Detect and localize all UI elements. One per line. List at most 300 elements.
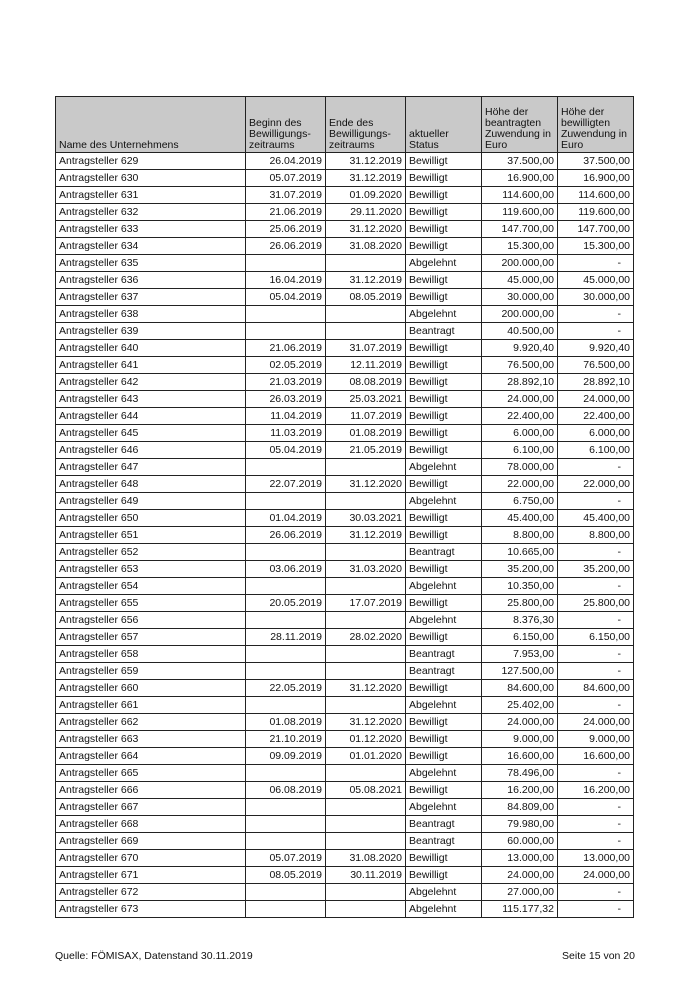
source-note: Quelle: FÖMISAX, Datenstand 30.11.2019 xyxy=(55,950,253,962)
table-row xyxy=(56,527,634,544)
cell-requested-amount: 115.177,32 xyxy=(482,901,558,918)
cell-requested-amount: 40.500,00 xyxy=(482,323,558,340)
cell-status: Abgelehnt xyxy=(406,255,482,272)
cell-company-name: Antragsteller 655 xyxy=(56,595,246,612)
cell-status: Bewilligt xyxy=(406,782,482,799)
cell-requested-amount: 84.809,00 xyxy=(482,799,558,816)
cell-period-end xyxy=(326,765,406,782)
cell-status: Abgelehnt xyxy=(406,612,482,629)
cell-granted-amount: 16.600,00 xyxy=(558,748,634,765)
cell-company-name: Antragsteller 652 xyxy=(56,544,246,561)
cell-status: Bewilligt xyxy=(406,374,482,391)
cell-period-end: 31.12.2020 xyxy=(326,476,406,493)
cell-requested-amount: 6.100,00 xyxy=(482,442,558,459)
cell-company-name: Antragsteller 673 xyxy=(56,901,246,918)
cell-period-begin xyxy=(246,901,326,918)
cell-period-begin: 05.07.2019 xyxy=(246,170,326,187)
cell-status: Bewilligt xyxy=(406,340,482,357)
cell-period-begin xyxy=(246,833,326,850)
cell-granted-amount: - xyxy=(558,544,634,561)
cell-period-end xyxy=(326,833,406,850)
cell-period-begin xyxy=(246,697,326,714)
cell-period-begin: 06.08.2019 xyxy=(246,782,326,799)
cell-period-end xyxy=(326,306,406,323)
cell-period-begin xyxy=(246,663,326,680)
cell-status: Bewilligt xyxy=(406,595,482,612)
cell-period-end xyxy=(326,884,406,901)
cell-period-begin: 01.04.2019 xyxy=(246,510,326,527)
cell-status: Beantragt xyxy=(406,833,482,850)
cell-period-begin: 05.04.2019 xyxy=(246,442,326,459)
cell-requested-amount: 25.402,00 xyxy=(482,697,558,714)
header-requested-amount: Höhe der beantragten Zuwendung in Euro xyxy=(482,97,558,153)
table-row xyxy=(56,153,634,170)
table-row xyxy=(56,748,634,765)
cell-company-name: Antragsteller 659 xyxy=(56,663,246,680)
table-row xyxy=(56,493,634,510)
cell-period-end: 31.12.2019 xyxy=(326,153,406,170)
cell-status: Bewilligt xyxy=(406,629,482,646)
cell-company-name: Antragsteller 658 xyxy=(56,646,246,663)
cell-period-begin: 26.04.2019 xyxy=(246,153,326,170)
cell-requested-amount: 8.376,30 xyxy=(482,612,558,629)
cell-period-end xyxy=(326,578,406,595)
cell-granted-amount: 16.200,00 xyxy=(558,782,634,799)
cell-period-begin: 21.10.2019 xyxy=(246,731,326,748)
cell-period-end xyxy=(326,663,406,680)
cell-period-begin: 26.06.2019 xyxy=(246,238,326,255)
cell-company-name: Antragsteller 642 xyxy=(56,374,246,391)
cell-status: Bewilligt xyxy=(406,442,482,459)
table-row xyxy=(56,170,634,187)
table-row xyxy=(56,340,634,357)
table-row xyxy=(56,646,634,663)
table-row xyxy=(56,850,634,867)
cell-granted-amount: 22.400,00 xyxy=(558,408,634,425)
table-row xyxy=(56,884,634,901)
cell-granted-amount: 24.000,00 xyxy=(558,391,634,408)
cell-requested-amount: 9.000,00 xyxy=(482,731,558,748)
cell-period-begin: 16.04.2019 xyxy=(246,272,326,289)
cell-status: Abgelehnt xyxy=(406,901,482,918)
header-company-name: Name des Unternehmens xyxy=(56,97,246,153)
cell-granted-amount: 114.600,00 xyxy=(558,187,634,204)
cell-status: Beantragt xyxy=(406,816,482,833)
table-row xyxy=(56,833,634,850)
cell-period-begin xyxy=(246,493,326,510)
cell-period-end: 08.08.2019 xyxy=(326,374,406,391)
cell-period-end xyxy=(326,799,406,816)
cell-granted-amount: 119.600,00 xyxy=(558,204,634,221)
cell-status: Abgelehnt xyxy=(406,697,482,714)
cell-status: Beantragt xyxy=(406,323,482,340)
cell-period-end xyxy=(326,544,406,561)
cell-requested-amount: 78.000,00 xyxy=(482,459,558,476)
cell-company-name: Antragsteller 669 xyxy=(56,833,246,850)
cell-company-name: Antragsteller 644 xyxy=(56,408,246,425)
header-period-begin: Beginn des Bewilligungs-zeitraums xyxy=(246,97,326,153)
cell-requested-amount: 9.920,40 xyxy=(482,340,558,357)
cell-period-end: 01.09.2020 xyxy=(326,187,406,204)
cell-granted-amount: - xyxy=(558,884,634,901)
cell-requested-amount: 35.200,00 xyxy=(482,561,558,578)
cell-status: Abgelehnt xyxy=(406,884,482,901)
cell-requested-amount: 114.600,00 xyxy=(482,187,558,204)
cell-period-end xyxy=(326,901,406,918)
cell-period-end: 12.11.2019 xyxy=(326,357,406,374)
cell-period-end: 31.12.2020 xyxy=(326,221,406,238)
cell-period-begin: 02.05.2019 xyxy=(246,357,326,374)
cell-company-name: Antragsteller 646 xyxy=(56,442,246,459)
cell-company-name: Antragsteller 656 xyxy=(56,612,246,629)
cell-status: Bewilligt xyxy=(406,221,482,238)
cell-requested-amount: 76.500,00 xyxy=(482,357,558,374)
cell-status: Bewilligt xyxy=(406,680,482,697)
cell-granted-amount: - xyxy=(558,765,634,782)
cell-granted-amount: - xyxy=(558,493,634,510)
cell-requested-amount: 22.400,00 xyxy=(482,408,558,425)
cell-period-end: 11.07.2019 xyxy=(326,408,406,425)
cell-granted-amount: 6.150,00 xyxy=(558,629,634,646)
cell-granted-amount: 24.000,00 xyxy=(558,867,634,884)
cell-granted-amount: 76.500,00 xyxy=(558,357,634,374)
table-row xyxy=(56,901,634,918)
cell-period-end: 08.05.2019 xyxy=(326,289,406,306)
cell-requested-amount: 127.500,00 xyxy=(482,663,558,680)
cell-period-begin: 05.07.2019 xyxy=(246,850,326,867)
cell-requested-amount: 24.000,00 xyxy=(482,391,558,408)
table-row xyxy=(56,204,634,221)
cell-company-name: Antragsteller 651 xyxy=(56,527,246,544)
cell-company-name: Antragsteller 670 xyxy=(56,850,246,867)
cell-requested-amount: 22.000,00 xyxy=(482,476,558,493)
cell-status: Abgelehnt xyxy=(406,765,482,782)
cell-granted-amount: 13.000,00 xyxy=(558,850,634,867)
cell-company-name: Antragsteller 661 xyxy=(56,697,246,714)
table-row xyxy=(56,238,634,255)
table-row xyxy=(56,425,634,442)
cell-company-name: Antragsteller 653 xyxy=(56,561,246,578)
cell-period-end: 01.08.2019 xyxy=(326,425,406,442)
cell-period-end: 31.08.2020 xyxy=(326,850,406,867)
cell-requested-amount: 6.000,00 xyxy=(482,425,558,442)
cell-company-name: Antragsteller 645 xyxy=(56,425,246,442)
cell-requested-amount: 200.000,00 xyxy=(482,306,558,323)
cell-status: Abgelehnt xyxy=(406,459,482,476)
table-row xyxy=(56,765,634,782)
table-row xyxy=(56,408,634,425)
cell-granted-amount: - xyxy=(558,306,634,323)
cell-period-end xyxy=(326,323,406,340)
table-row xyxy=(56,731,634,748)
cell-requested-amount: 16.200,00 xyxy=(482,782,558,799)
cell-period-begin: 21.06.2019 xyxy=(246,340,326,357)
cell-period-begin xyxy=(246,578,326,595)
cell-company-name: Antragsteller 666 xyxy=(56,782,246,799)
cell-granted-amount: 25.800,00 xyxy=(558,595,634,612)
cell-requested-amount: 28.892,10 xyxy=(482,374,558,391)
table-row xyxy=(56,595,634,612)
cell-requested-amount: 10.350,00 xyxy=(482,578,558,595)
cell-company-name: Antragsteller 649 xyxy=(56,493,246,510)
cell-status: Bewilligt xyxy=(406,238,482,255)
cell-period-end: 28.02.2020 xyxy=(326,629,406,646)
cell-status: Bewilligt xyxy=(406,714,482,731)
cell-period-end: 31.12.2020 xyxy=(326,680,406,697)
cell-granted-amount: 8.800,00 xyxy=(558,527,634,544)
cell-period-begin xyxy=(246,612,326,629)
table-row xyxy=(56,289,634,306)
cell-period-begin: 01.08.2019 xyxy=(246,714,326,731)
cell-period-begin: 08.05.2019 xyxy=(246,867,326,884)
table-row xyxy=(56,867,634,884)
cell-requested-amount: 6.750,00 xyxy=(482,493,558,510)
cell-status: Bewilligt xyxy=(406,527,482,544)
cell-requested-amount: 45.400,00 xyxy=(482,510,558,527)
grants-table xyxy=(55,96,634,918)
cell-company-name: Antragsteller 650 xyxy=(56,510,246,527)
cell-company-name: Antragsteller 643 xyxy=(56,391,246,408)
cell-company-name: Antragsteller 631 xyxy=(56,187,246,204)
cell-period-begin xyxy=(246,323,326,340)
cell-requested-amount: 6.150,00 xyxy=(482,629,558,646)
cell-requested-amount: 24.000,00 xyxy=(482,867,558,884)
cell-granted-amount: 28.892,10 xyxy=(558,374,634,391)
cell-granted-amount: 15.300,00 xyxy=(558,238,634,255)
cell-period-end: 31.07.2019 xyxy=(326,340,406,357)
cell-granted-amount: - xyxy=(558,459,634,476)
header-status: aktueller Status xyxy=(406,97,482,153)
table-row xyxy=(56,629,634,646)
cell-company-name: Antragsteller 671 xyxy=(56,867,246,884)
table-row xyxy=(56,459,634,476)
cell-company-name: Antragsteller 641 xyxy=(56,357,246,374)
cell-status: Bewilligt xyxy=(406,187,482,204)
cell-granted-amount: - xyxy=(558,255,634,272)
cell-requested-amount: 24.000,00 xyxy=(482,714,558,731)
cell-granted-amount: - xyxy=(558,323,634,340)
cell-granted-amount: - xyxy=(558,578,634,595)
cell-status: Abgelehnt xyxy=(406,306,482,323)
table-row xyxy=(56,391,634,408)
cell-granted-amount: 24.000,00 xyxy=(558,714,634,731)
cell-company-name: Antragsteller 648 xyxy=(56,476,246,493)
cell-period-begin: 31.07.2019 xyxy=(246,187,326,204)
cell-company-name: Antragsteller 633 xyxy=(56,221,246,238)
cell-company-name: Antragsteller 647 xyxy=(56,459,246,476)
cell-company-name: Antragsteller 663 xyxy=(56,731,246,748)
cell-status: Bewilligt xyxy=(406,510,482,527)
table-row xyxy=(56,612,634,629)
cell-period-end: 31.03.2020 xyxy=(326,561,406,578)
cell-company-name: Antragsteller 668 xyxy=(56,816,246,833)
table-body xyxy=(56,153,634,918)
cell-company-name: Antragsteller 672 xyxy=(56,884,246,901)
cell-requested-amount: 37.500,00 xyxy=(482,153,558,170)
cell-period-begin xyxy=(246,306,326,323)
cell-status: Bewilligt xyxy=(406,867,482,884)
cell-requested-amount: 45.000,00 xyxy=(482,272,558,289)
cell-requested-amount: 25.800,00 xyxy=(482,595,558,612)
cell-granted-amount: - xyxy=(558,799,634,816)
cell-company-name: Antragsteller 664 xyxy=(56,748,246,765)
cell-status: Bewilligt xyxy=(406,850,482,867)
cell-granted-amount: - xyxy=(558,816,634,833)
cell-period-begin: 22.07.2019 xyxy=(246,476,326,493)
cell-status: Bewilligt xyxy=(406,748,482,765)
cell-status: Bewilligt xyxy=(406,153,482,170)
cell-granted-amount: - xyxy=(558,663,634,680)
table-row xyxy=(56,561,634,578)
cell-company-name: Antragsteller 630 xyxy=(56,170,246,187)
cell-requested-amount: 79.980,00 xyxy=(482,816,558,833)
table-row xyxy=(56,799,634,816)
table-row xyxy=(56,680,634,697)
cell-company-name: Antragsteller 635 xyxy=(56,255,246,272)
cell-company-name: Antragsteller 654 xyxy=(56,578,246,595)
cell-period-end: 30.03.2021 xyxy=(326,510,406,527)
cell-period-end xyxy=(326,697,406,714)
cell-company-name: Antragsteller 662 xyxy=(56,714,246,731)
table-row xyxy=(56,544,634,561)
cell-status: Bewilligt xyxy=(406,425,482,442)
cell-granted-amount: 45.400,00 xyxy=(558,510,634,527)
cell-requested-amount: 16.900,00 xyxy=(482,170,558,187)
cell-granted-amount: 35.200,00 xyxy=(558,561,634,578)
cell-granted-amount: - xyxy=(558,901,634,918)
cell-granted-amount: - xyxy=(558,612,634,629)
cell-period-end: 29.11.2020 xyxy=(326,204,406,221)
cell-granted-amount: - xyxy=(558,646,634,663)
table-row xyxy=(56,272,634,289)
cell-status: Bewilligt xyxy=(406,289,482,306)
table-row xyxy=(56,374,634,391)
cell-period-end: 21.05.2019 xyxy=(326,442,406,459)
cell-period-end: 01.01.2020 xyxy=(326,748,406,765)
table-header-row xyxy=(56,97,634,153)
cell-granted-amount: 6.000,00 xyxy=(558,425,634,442)
cell-period-begin: 26.06.2019 xyxy=(246,527,326,544)
cell-period-begin: 11.03.2019 xyxy=(246,425,326,442)
table-row xyxy=(56,578,634,595)
cell-status: Beantragt xyxy=(406,646,482,663)
cell-period-begin xyxy=(246,799,326,816)
cell-period-begin: 22.05.2019 xyxy=(246,680,326,697)
cell-requested-amount: 27.000,00 xyxy=(482,884,558,901)
cell-requested-amount: 15.300,00 xyxy=(482,238,558,255)
table-row xyxy=(56,221,634,238)
cell-company-name: Antragsteller 638 xyxy=(56,306,246,323)
table-row xyxy=(56,816,634,833)
cell-granted-amount: 37.500,00 xyxy=(558,153,634,170)
cell-period-end xyxy=(326,255,406,272)
cell-requested-amount: 30.000,00 xyxy=(482,289,558,306)
cell-company-name: Antragsteller 636 xyxy=(56,272,246,289)
table-row xyxy=(56,187,634,204)
table-row xyxy=(56,323,634,340)
cell-requested-amount: 147.700,00 xyxy=(482,221,558,238)
cell-requested-amount: 7.953,00 xyxy=(482,646,558,663)
cell-period-begin xyxy=(246,646,326,663)
cell-granted-amount: 9.920,40 xyxy=(558,340,634,357)
cell-company-name: Antragsteller 660 xyxy=(56,680,246,697)
table-row xyxy=(56,697,634,714)
header-granted-amount: Höhe der bewilligten Zuwendung in Euro xyxy=(558,97,634,153)
cell-period-end: 31.12.2019 xyxy=(326,272,406,289)
cell-company-name: Antragsteller 632 xyxy=(56,204,246,221)
cell-period-end: 05.08.2021 xyxy=(326,782,406,799)
cell-granted-amount: - xyxy=(558,697,634,714)
cell-company-name: Antragsteller 629 xyxy=(56,153,246,170)
cell-status: Bewilligt xyxy=(406,357,482,374)
cell-period-begin: 11.04.2019 xyxy=(246,408,326,425)
cell-requested-amount: 78.496,00 xyxy=(482,765,558,782)
cell-granted-amount: - xyxy=(558,833,634,850)
cell-period-begin xyxy=(246,544,326,561)
cell-period-end xyxy=(326,493,406,510)
cell-status: Bewilligt xyxy=(406,408,482,425)
cell-status: Bewilligt xyxy=(406,204,482,221)
table-row xyxy=(56,714,634,731)
cell-granted-amount: 16.900,00 xyxy=(558,170,634,187)
table-row xyxy=(56,510,634,527)
cell-granted-amount: 147.700,00 xyxy=(558,221,634,238)
table-row xyxy=(56,306,634,323)
table-row xyxy=(56,357,634,374)
cell-period-begin: 03.06.2019 xyxy=(246,561,326,578)
cell-company-name: Antragsteller 657 xyxy=(56,629,246,646)
cell-requested-amount: 10.665,00 xyxy=(482,544,558,561)
cell-requested-amount: 200.000,00 xyxy=(482,255,558,272)
cell-period-end xyxy=(326,459,406,476)
cell-granted-amount: 22.000,00 xyxy=(558,476,634,493)
cell-period-begin: 05.04.2019 xyxy=(246,289,326,306)
cell-period-end: 31.08.2020 xyxy=(326,238,406,255)
cell-status: Bewilligt xyxy=(406,731,482,748)
cell-requested-amount: 13.000,00 xyxy=(482,850,558,867)
cell-period-end: 31.12.2019 xyxy=(326,527,406,544)
table-row xyxy=(56,782,634,799)
cell-period-begin: 20.05.2019 xyxy=(246,595,326,612)
cell-status: Abgelehnt xyxy=(406,578,482,595)
cell-granted-amount: 9.000,00 xyxy=(558,731,634,748)
cell-period-begin xyxy=(246,816,326,833)
cell-period-begin: 21.06.2019 xyxy=(246,204,326,221)
cell-status: Beantragt xyxy=(406,663,482,680)
cell-company-name: Antragsteller 639 xyxy=(56,323,246,340)
cell-period-begin: 09.09.2019 xyxy=(246,748,326,765)
cell-status: Abgelehnt xyxy=(406,799,482,816)
cell-status: Bewilligt xyxy=(406,561,482,578)
cell-requested-amount: 119.600,00 xyxy=(482,204,558,221)
page-number: Seite 15 von 20 xyxy=(562,950,635,962)
cell-period-end: 30.11.2019 xyxy=(326,867,406,884)
cell-status: Beantragt xyxy=(406,544,482,561)
cell-status: Bewilligt xyxy=(406,272,482,289)
cell-company-name: Antragsteller 637 xyxy=(56,289,246,306)
cell-period-begin xyxy=(246,884,326,901)
cell-company-name: Antragsteller 640 xyxy=(56,340,246,357)
cell-period-end xyxy=(326,816,406,833)
cell-requested-amount: 60.000,00 xyxy=(482,833,558,850)
cell-period-end: 01.12.2020 xyxy=(326,731,406,748)
cell-period-end xyxy=(326,612,406,629)
cell-period-begin xyxy=(246,765,326,782)
header-period-end: Ende des Bewilligungs-zeitraums xyxy=(326,97,406,153)
table-row xyxy=(56,442,634,459)
table-row xyxy=(56,663,634,680)
cell-period-begin xyxy=(246,459,326,476)
